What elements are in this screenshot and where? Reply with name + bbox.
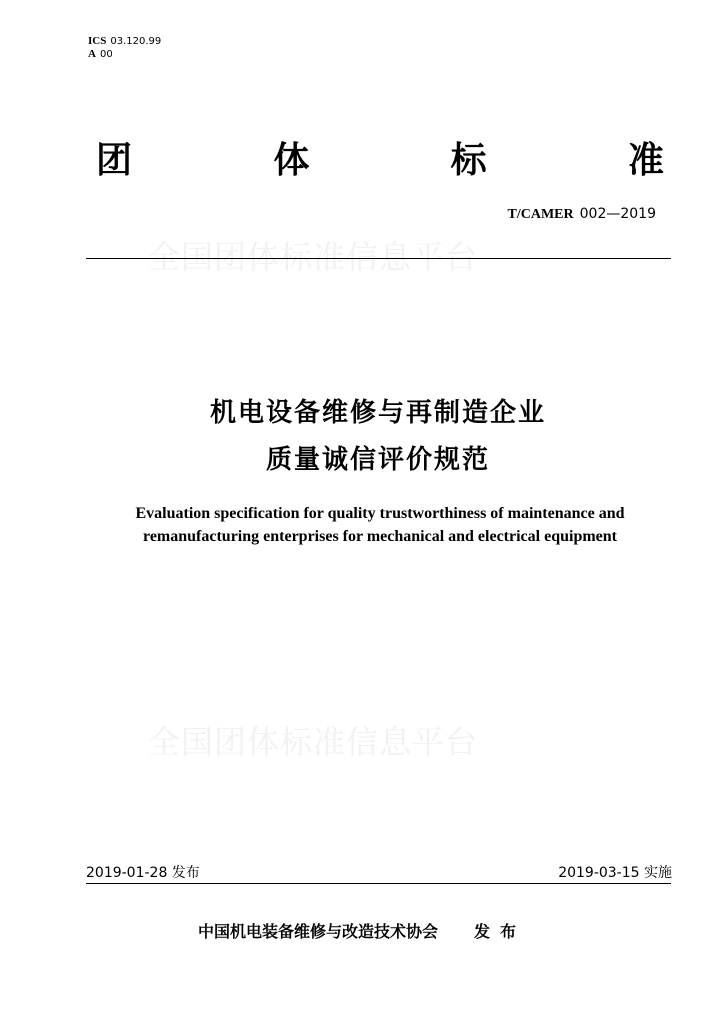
standard-type-char: 准 <box>627 140 664 181</box>
title-en-line1: Evaluation specification for quality trustworthiness of maintenance and <box>135 505 625 522</box>
publisher-name: 中国机电装备维修与改造技术协会 <box>198 922 439 941</box>
ccs-value: 00 <box>99 49 113 60</box>
ics-value: 03.120.99 <box>110 36 162 47</box>
ccs-code <box>88 48 113 61</box>
standard-type-heading <box>96 138 664 184</box>
implement-date: 2019-03-15 实施 <box>558 865 672 881</box>
watermark-top: 全国团体标准信息平台 <box>148 238 479 276</box>
watermark-bottom: 全国团体标准信息平台 <box>148 723 479 761</box>
publisher-line <box>198 919 526 942</box>
publish-date: 2019-01-28 发布 <box>86 865 200 881</box>
ccs-label: A <box>88 48 96 60</box>
title-cn-line2: 质量诚信评价规范 <box>265 445 490 475</box>
title-en-line2: remanufacturing enterprises for mechanical and electrical equipment <box>143 528 617 545</box>
footer-divider <box>86 883 671 884</box>
publisher-action: 发布 <box>474 922 527 941</box>
standard-type-char: 体 <box>273 140 310 181</box>
header-divider <box>86 258 671 259</box>
standard-number-value: 002—2019 <box>579 206 656 222</box>
title-cn-line1: 机电设备维修与再制造企业 <box>209 398 546 428</box>
standard-number-prefix: T/CAMER <box>507 207 574 222</box>
standard-type-char: 标 <box>450 140 487 181</box>
standard-type-char: 团 <box>96 140 133 181</box>
ics-label: ICS <box>88 35 107 47</box>
standard-number <box>508 206 656 223</box>
ics-code <box>88 35 161 48</box>
